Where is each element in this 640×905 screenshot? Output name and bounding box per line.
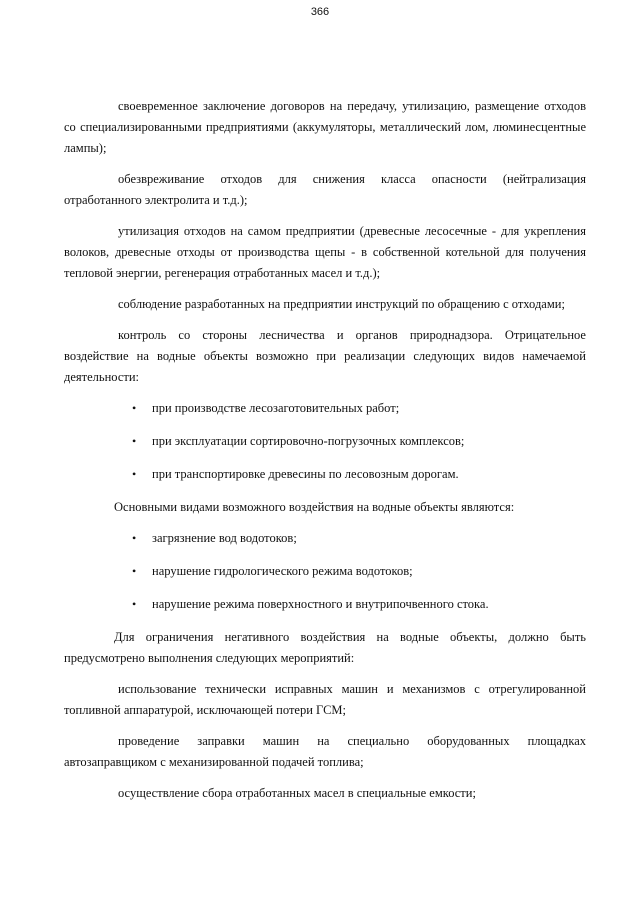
- paragraph-oil-collection: осуществление сбора отработанных масел в специальные емкости;: [118, 786, 476, 800]
- list-item: [64, 431, 586, 452]
- paragraph-contracts: своевременное заключение договоров на передачу, утилизацию, размещение отходов со специализированными предприятиями (аккумуляторы, металлический лом, люминесцентные лампы);: [64, 99, 586, 155]
- bullet-icon: •: [132, 564, 137, 578]
- list-item: [64, 398, 586, 419]
- list-item-text: при транспортировке древесины по лесовозным дорогам.: [152, 467, 459, 481]
- bullet-icon: •: [132, 434, 137, 448]
- paragraph-instructions: соблюдение разработанных на предприятии инструкций по обращению с отходами;: [118, 297, 565, 311]
- list-item: [64, 594, 586, 615]
- bullet-icon: •: [132, 597, 137, 611]
- list-item: [64, 528, 586, 549]
- list-item-text: при производстве лесозаготовительных работ;: [152, 401, 400, 415]
- paragraph-measures-intro: Для ограничения негативного воздействия на водные объекты, должно быть предусмотрено выполнения следующих мероприятий:: [64, 630, 586, 665]
- paragraph-equipment: использование технически исправных машин и механизмов с отрегулированной топливной аппаратурой, исключающей потери ГСМ;: [64, 682, 586, 717]
- page-number: 366: [310, 6, 330, 18]
- activity-list: [64, 398, 586, 485]
- document-body: [64, 96, 586, 814]
- paragraph-refueling: проведение заправки машин на специально оборудованных площадках автозаправщиком с механизированной подачей топлива;: [64, 734, 586, 769]
- paragraph-neutralization: обезвреживание отходов для снижения класса опасности (нейтрализация отработанного электролита и т.д.);: [64, 172, 586, 207]
- paragraph-utilization: утилизация отходов на самом предприятии (древесные лесосечные - для укрепления волоков, древесные отходы от производства щепы - в собственной котельной для получения тепловой энергии, регенерация отработанных масел и т.д.);: [64, 224, 586, 280]
- paragraph-control: контроль со стороны лесничества и органов природнадзора. Отрицательное воздействие на водные объекты возможно при реализации следующих видов намечаемой деятельности:: [64, 328, 586, 384]
- bullet-icon: •: [132, 467, 137, 481]
- bullet-icon: •: [132, 401, 137, 415]
- list-item-text: нарушение гидрологического режима водотоков;: [152, 564, 413, 578]
- list-item: [64, 464, 586, 485]
- impact-list: [64, 528, 586, 615]
- list-item-text: при эксплуатации сортировочно-погрузочных комплексов;: [152, 434, 465, 448]
- bullet-icon: •: [132, 531, 137, 545]
- list-item-text: нарушение режима поверхностного и внутрипочвенного стока.: [152, 597, 489, 611]
- paragraph-impact-types: Основными видами возможного воздействия на водные объекты являются:: [114, 500, 515, 514]
- list-item-text: загрязнение вод водотоков;: [152, 531, 297, 545]
- list-item: [64, 561, 586, 582]
